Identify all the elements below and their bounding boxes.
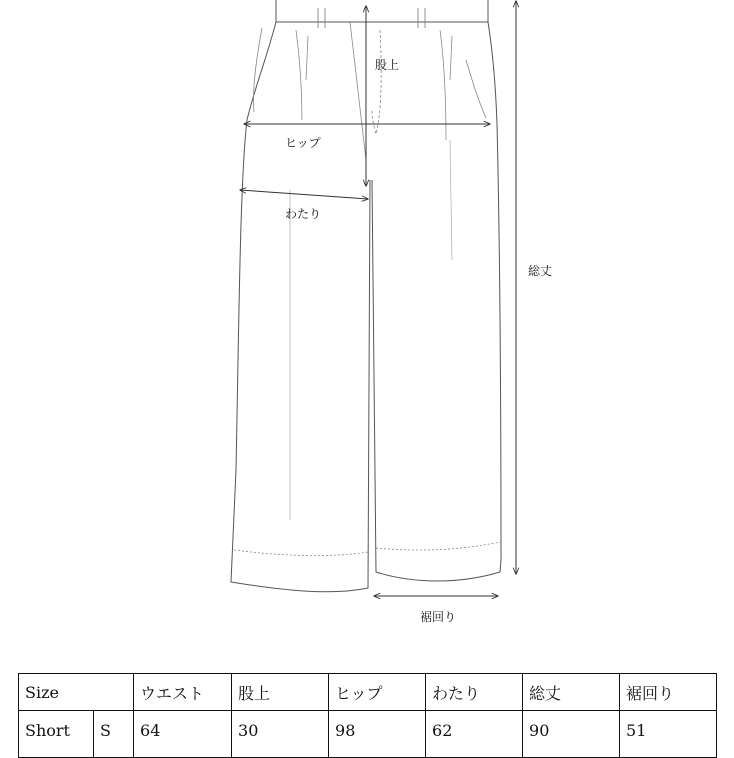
row-size-cell: S [94, 711, 134, 758]
header-hem: 裾回り [620, 674, 717, 711]
thigh-arrow [240, 190, 368, 199]
thigh-label: わたり [285, 207, 322, 221]
header-size: Size [19, 674, 134, 711]
hem-label: 裾回り [420, 610, 457, 624]
row-total-length-cell: 90 [523, 711, 620, 758]
belt-loop-left [318, 8, 325, 28]
row-rise-cell: 30 [232, 711, 329, 758]
header-rise: 股上 [232, 674, 329, 711]
pleat-left [296, 30, 308, 120]
fly-stitch [372, 30, 381, 134]
row-hip-cell: 98 [329, 711, 426, 758]
cuff-left [234, 550, 368, 556]
header-total-length: 総丈 [523, 674, 620, 711]
header-waist: ウエスト [134, 674, 232, 711]
hip-label: ヒップ [285, 136, 321, 150]
header-thigh: わたり [426, 674, 523, 711]
row-thigh-cell: 62 [426, 711, 523, 758]
waistband [276, 0, 488, 22]
table-header-row [19, 674, 717, 711]
pocket-left [253, 28, 262, 112]
right-leg-outline [372, 22, 501, 581]
crotch-line [350, 22, 366, 160]
total-length-label: 総丈 [528, 264, 553, 278]
size-table [18, 673, 717, 758]
row-hem-cell: 51 [620, 711, 717, 758]
header-hip: ヒップ [329, 674, 426, 711]
row-waist-cell: 64 [134, 711, 232, 758]
belt-loop-right [418, 8, 425, 28]
cuff-right [376, 542, 500, 550]
pocket-right [466, 60, 486, 118]
rise-label: 股上 [375, 58, 400, 72]
table-row [19, 711, 717, 758]
left-leg-outline [231, 22, 370, 592]
row-name-cell: Short [19, 711, 94, 758]
crease-right [450, 140, 452, 260]
